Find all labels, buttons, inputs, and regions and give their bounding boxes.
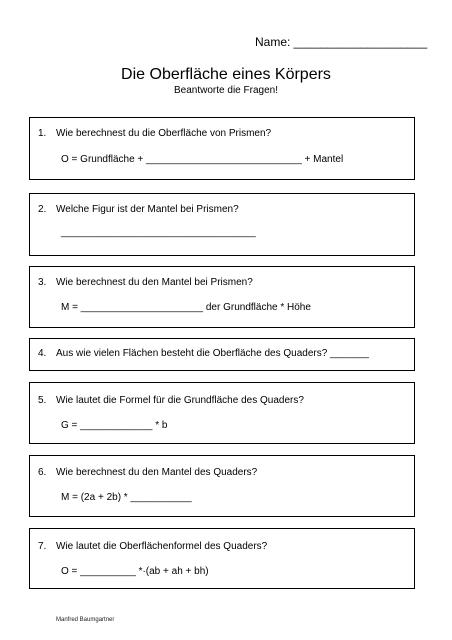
answer-line: ___________________________________ (61, 227, 256, 238)
question-label: Wie berechnest du die Oberfläche von Prismen? (56, 128, 272, 139)
question-box-5 (29, 382, 415, 444)
question-box-7 (29, 528, 415, 589)
question-label: Aus wie vielen Flächen besteht die Oberfläche des Quaders? _______ (56, 348, 369, 359)
question-number: 7. (38, 541, 47, 552)
answer-line: M = (2a + 2b) * ___________ (61, 492, 192, 503)
question-text (38, 204, 239, 215)
answer-line: O = Grundfläche + ____________________________ + Mantel (61, 154, 344, 165)
question-number: 5. (38, 395, 47, 406)
footer-author: Manfred Baumgartner (56, 617, 115, 623)
question-text (38, 128, 271, 139)
question-label: Wie lautet die Oberflächenformel des Quaders? (56, 541, 268, 552)
answer-line: O = __________ *·(ab + ah + bh) (61, 566, 209, 577)
question-number: 2. (38, 204, 47, 215)
question-label: Welche Figur ist der Mantel bei Prismen? (56, 204, 239, 215)
question-number: 4. (38, 348, 47, 359)
question-number: 6. (38, 467, 47, 478)
question-text (38, 277, 253, 288)
question-box-6 (29, 455, 415, 517)
question-text (38, 348, 369, 359)
page-title: Die Oberfläche eines Körpers (121, 66, 331, 83)
question-box-2 (29, 193, 415, 256)
answer-line: G = _____________ * b (61, 420, 168, 431)
question-box-1 (29, 117, 415, 180)
name-line: Name: ____________________ (255, 35, 428, 49)
question-label: Wie berechnest du den Mantel bei Prismen? (56, 277, 253, 288)
question-text (38, 541, 267, 552)
question-text (38, 467, 257, 478)
answer-line: M = ______________________ der Grundfläche * Höhe (61, 302, 311, 313)
question-number: 3. (38, 277, 47, 288)
question-number: 1. (38, 128, 47, 139)
question-label: Wie lautet die Formel für die Grundfläche des Quaders? (56, 395, 304, 406)
page-subtitle: Beantworte die Fragen! (174, 85, 278, 96)
question-text (38, 395, 304, 406)
question-label: Wie berechnest du den Mantel des Quaders? (56, 467, 258, 478)
question-box-3 (29, 266, 415, 328)
question-box-4 (29, 338, 415, 371)
